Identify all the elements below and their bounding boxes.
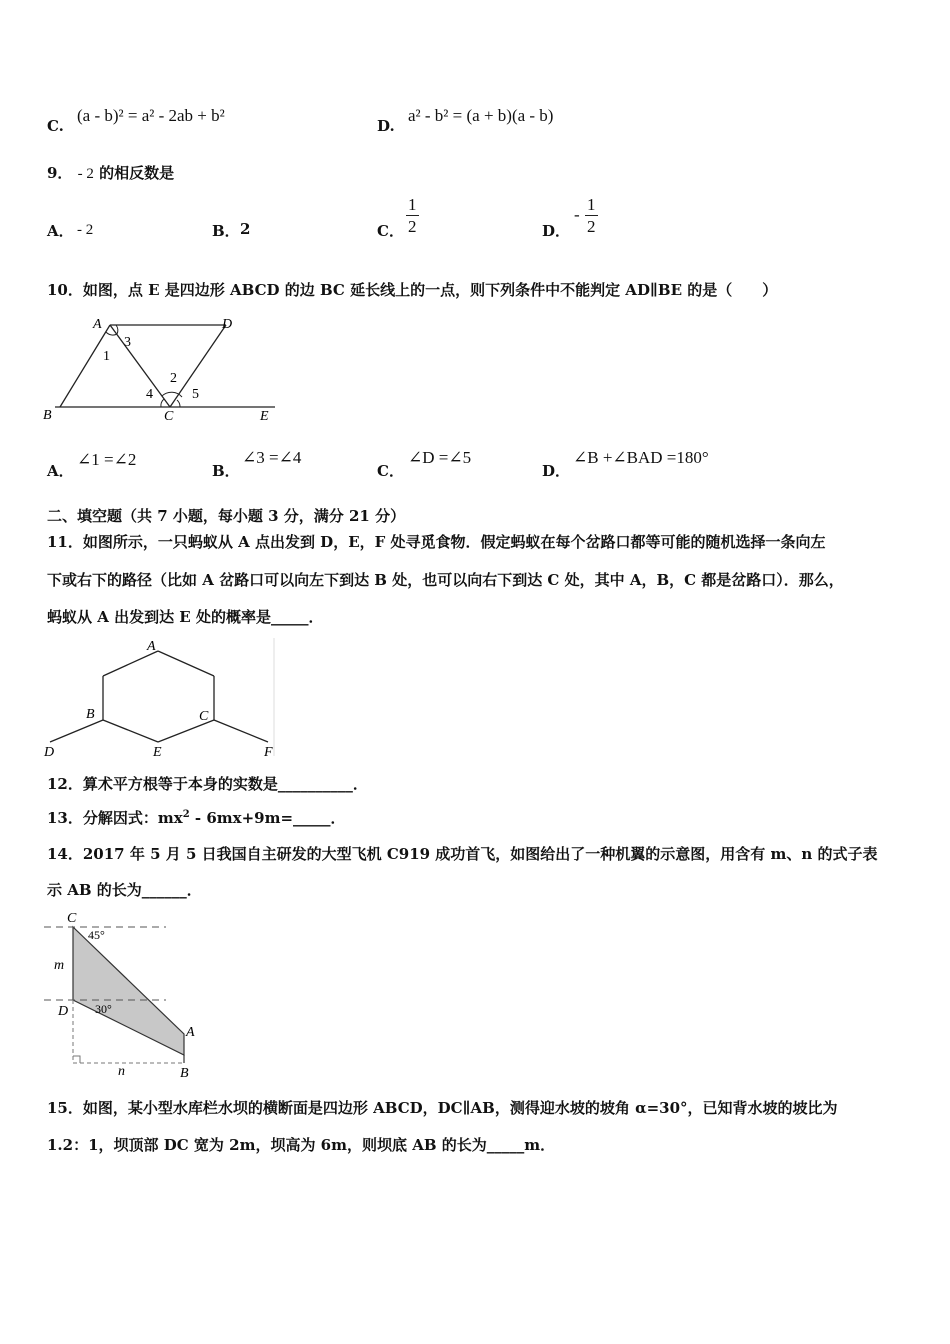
label-d: D — [44, 745, 55, 760]
label-c: C — [199, 709, 209, 724]
q10-option-b-label: B． — [212, 462, 240, 480]
q10-option-c-label: C． — [377, 462, 404, 480]
label-angle-4: 4 — [146, 387, 153, 402]
path-c-f — [214, 720, 268, 742]
option-c-label: C. — [47, 117, 64, 135]
q9-option-c-fraction: $\frac{1}{2}$ — [408, 195, 417, 236]
label-m: m — [54, 958, 65, 973]
q9-option-c-label: C． — [377, 222, 404, 240]
q10-option-a-expression: ∠1 =∠2 — [77, 450, 137, 469]
label-angle-3: 3 — [124, 335, 131, 350]
label-e: E — [260, 409, 269, 424]
path-b-d — [50, 720, 103, 742]
q10-option-c-expression: ∠D =∠5 — [408, 448, 472, 467]
label-angle-45: 45° — [88, 928, 105, 942]
option-d-expression: a² - b² = (a + b)(a - b) — [408, 106, 554, 125]
label-angle-5: 5 — [192, 387, 199, 402]
question-14-line-2: 示 AB 的长为______． — [47, 881, 202, 899]
question-11-line-2: 下或右下的路径（比如 A 岔路口可以向左下到达 B 处，也可以向右下到达 C 处，其中 A，B，C 都是岔路口）．那么， — [47, 571, 844, 589]
label-n: n — [118, 1064, 125, 1079]
q10-option-b-expression: ∠3 =∠4 — [242, 448, 302, 467]
q9-option-d-sign: - — [574, 205, 580, 224]
label-f: F — [264, 745, 273, 760]
section-heading: 二、填空题（共 7 小题，每小题 3 分，满分 21 分） — [47, 507, 406, 525]
line-ac — [110, 325, 170, 407]
q10-option-d-label: D． — [542, 462, 571, 480]
q14-figure — [40, 905, 210, 1085]
label-e: E — [153, 745, 162, 760]
label-angle-30: 30° — [95, 1002, 112, 1016]
question-14-line-1: 14．2017 年 5 月 5 日我国自主研发的大型飞机 C919 成功首飞，如图给出了一种机翼的示意图，用含有 m、n 的式子表 — [47, 845, 878, 863]
option-c-expression: (a - b)² = a² - 2ab + b² — [77, 106, 225, 125]
q10-option-a-label: A． — [47, 462, 74, 480]
line-ab — [60, 325, 110, 407]
question-9 — [47, 162, 174, 183]
question-13-prefix: 13．分解因式：mx — [47, 809, 183, 827]
label-a: A — [186, 1025, 195, 1040]
q10-option-d-expression: ∠B +∠BAD =180° — [573, 448, 709, 467]
path-a-left — [103, 651, 158, 676]
question-number: 9． — [47, 164, 73, 182]
q9-option-a-value: - 2 — [77, 222, 94, 238]
question-text: 的相反数是 — [99, 164, 175, 182]
q9-option-b-value: 2 — [240, 220, 251, 238]
wing-shape — [73, 927, 184, 1055]
label-c: C — [164, 409, 174, 424]
question-11-line-3: 蚂蚁从 A 出发到达 E 处的概率是_____． — [47, 608, 324, 626]
path-b-e — [103, 720, 158, 742]
label-angle-1: 1 — [103, 349, 110, 364]
q9-option-d-label: D． — [542, 222, 571, 240]
angle-4-arc — [161, 399, 164, 407]
label-b: B — [86, 707, 95, 722]
question-15-line-2: 1.2：1，坝顶部 DC 宽为 2m，坝高为 6m，则坝底 AB 的长为_____m． — [47, 1136, 556, 1154]
option-d-label: D. — [377, 117, 395, 135]
label-a: A — [93, 317, 102, 332]
label-a: A — [147, 639, 156, 654]
question-11-line-1: 11．如图所示，一只蚂蚁从 A 点出发到 D，E，F 处寻觅食物．假定蚂蚁在每个岔路口都等可能的随机选择一条向左 — [47, 533, 826, 551]
label-d: D — [58, 1004, 69, 1019]
label-b: B — [43, 408, 52, 423]
question-12: 12．算术平方根等于本身的实数是__________． — [47, 775, 368, 793]
label-b: B — [180, 1066, 189, 1081]
question-13-exponent: 2 — [182, 809, 190, 820]
label-c: C — [67, 911, 77, 926]
label-angle-2: 2 — [170, 371, 177, 386]
q9-option-b-label: B． — [212, 222, 240, 240]
right-angle-mark — [73, 1056, 80, 1063]
q10-figure — [40, 312, 285, 427]
q9-option-d-fraction: $\frac{1}{2}$ — [587, 195, 596, 236]
question-value: - 2 — [77, 166, 94, 182]
question-13-suffix: - 6mx+9m=_____． — [189, 809, 346, 827]
question-13 — [47, 807, 346, 828]
angle-5-arc — [177, 400, 180, 407]
q9-option-a-label: A． — [47, 222, 74, 240]
question-15-line-1: 15．如图，某小型水库栏水坝的横断面是四边形 ABCD，DC∥AB，测得迎水坡的坡角 α=30°，已知背水坡的坡比为 — [47, 1099, 838, 1117]
path-a-right — [158, 651, 214, 676]
q11-figure — [40, 636, 280, 760]
question-10-text: 10．如图，点 E 是四边形 ABCD 的边 BC 延长线上的一点，则下列条件中不能判定 AD∥BE 的是（ ） — [47, 281, 778, 299]
label-d: D — [222, 317, 233, 332]
